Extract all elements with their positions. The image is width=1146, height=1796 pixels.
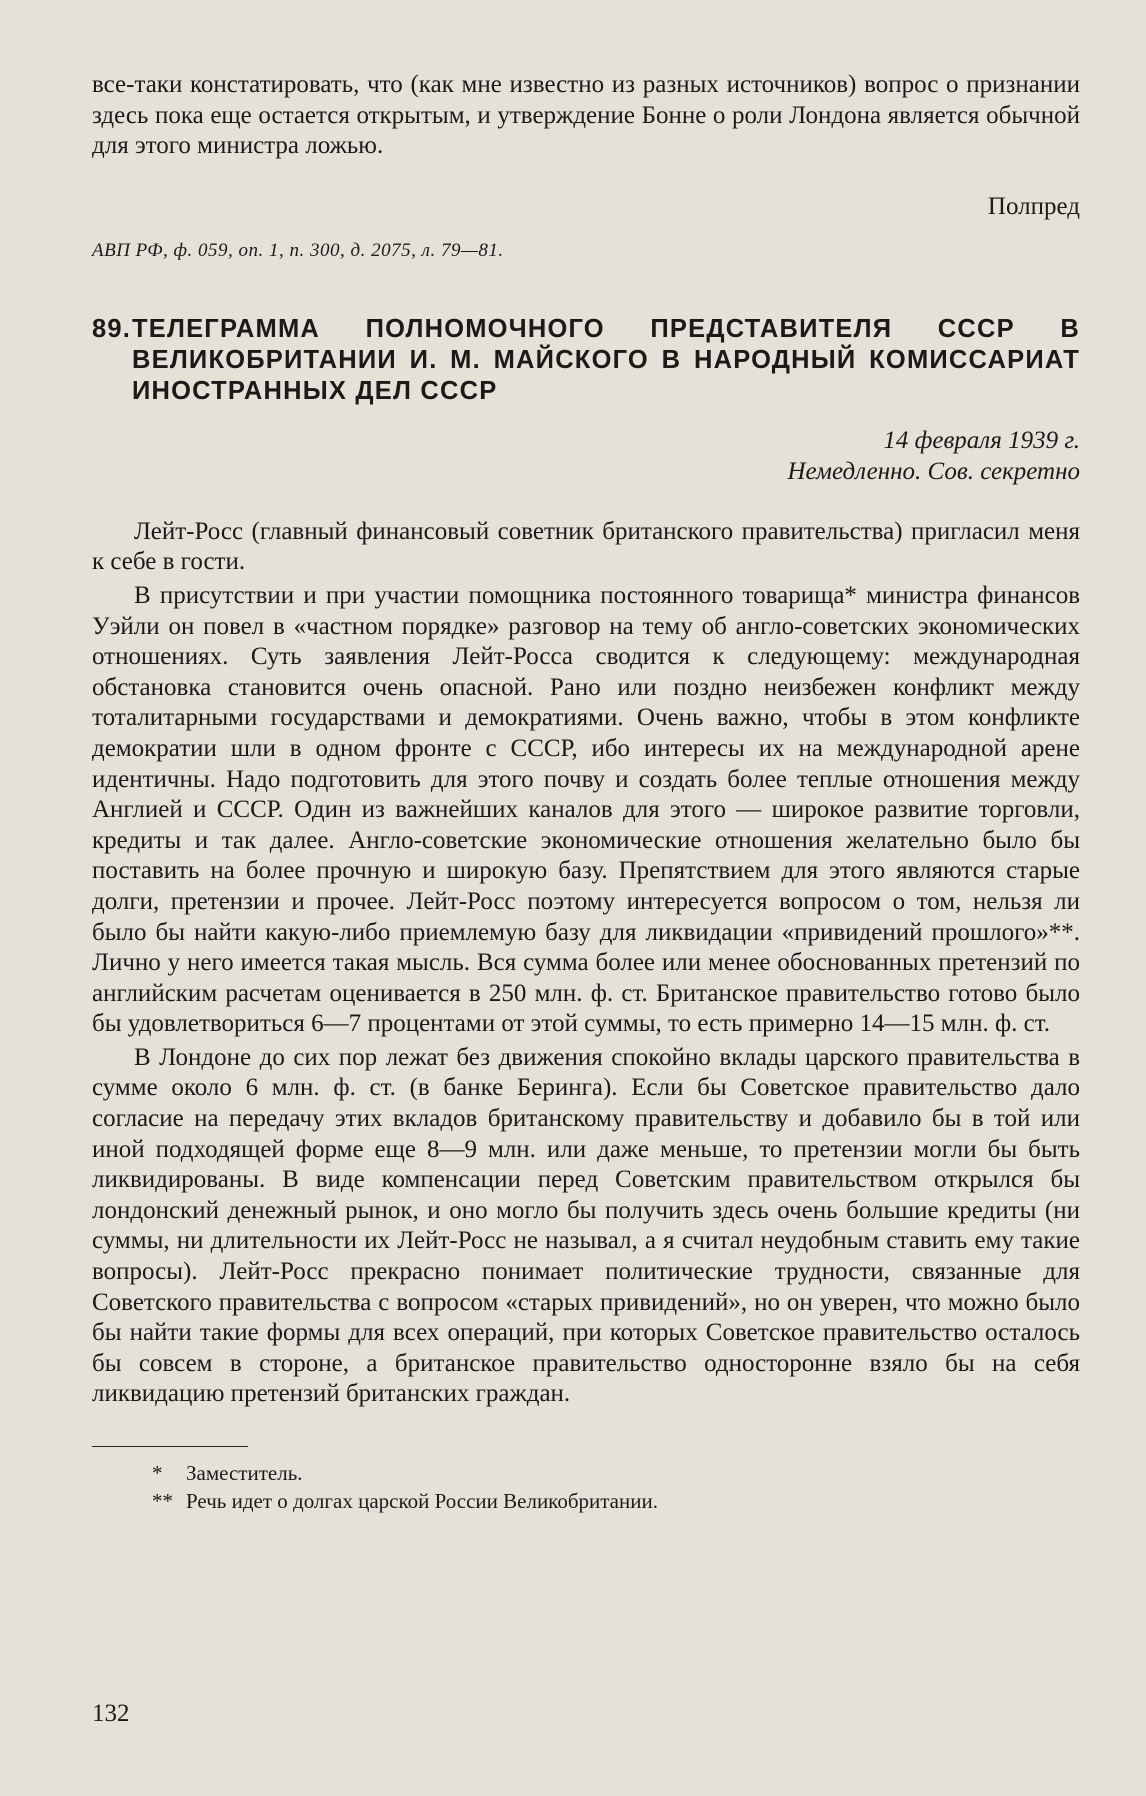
signature: Полпред xyxy=(987,192,1080,220)
footnote-text: Заместитель. xyxy=(186,1461,303,1485)
document-date: 14 февраля 1939 г. xyxy=(883,426,1080,454)
footnote xyxy=(152,1459,1080,1487)
footnote-divider xyxy=(92,1446,248,1447)
document-page xyxy=(92,70,1080,1515)
footnote-mark: ** xyxy=(152,1489,173,1513)
footnote-mark: * xyxy=(152,1461,163,1485)
document-classification: Немедленно. Сов. секретно xyxy=(787,457,1080,485)
document-title: ТЕЛЕГРАММА ПОЛНОМОЧНОГО ПРЕДСТАВИТЕЛЯ СССР В ВЕЛИКОБРИТАНИИ И. М. МАЙСКОГО В НАРОДНЫЙ КОМИССАРИАТ ИНОСТРАННЫХ ДЕЛ СССР xyxy=(132,314,1080,405)
document-number: 89. xyxy=(92,314,132,343)
body-paragraph: В присутствии и при участии помощника постоянного товарища* министра финансов Уэйли он повел в «частном порядке» разговор на тему об англо-советских экономических отношениях. Суть заявления Лейт-Росса сводится к следующему: международная обстановка становится очень опасной. Рано или поздно неизбежен конфликт между тоталитарными государствами и демократиями. Очень важно, чтобы в этом конфликте демократии шли в одном фронте с СССР, ибо интересы их на международной арене идентичны. Надо подготовить для этого почву и создать более теплые отношения между Англией и СССР. Один из важнейших каналов для этого — широкое развитие торговли, кредиты и так далее. Англо-советские экономические отношения желательно было бы поставить на более прочную и широкую базу. Препятствием для этого являются старые долги, претензии и прочее. Лейт-Росс поэтому интересуется вопросом о том, нельзя ли было бы найти какую-либо приемлемую базу для ликвидации «привидений прошлого»**. Лично у него имеется такая мысль. Вся сумма более или менее обоснованных претензий по английским расчетам оценивается в 250 млн. ф. ст. Британское правительство готово было бы удовлетвориться 6—7 процентами от этой суммы, то есть примерно 14—15 млн. ф. ст. xyxy=(92,581,1080,1038)
document-heading xyxy=(92,314,1080,407)
footnotes xyxy=(92,1459,1080,1515)
opening-paragraph: все-таки констатировать, что (как мне известно из разных источников) вопрос о признании здесь пока еще остается открытым, и утверждение Бонне о роли Лондона является обычной для этого министра ложью. xyxy=(92,71,1080,160)
footnote-text: Речь идет о долгах царской России Великобритании. xyxy=(186,1489,658,1513)
document-meta xyxy=(92,425,1080,487)
body-paragraph: В Лондоне до сих пор лежат без движения спокойно вклады царского правительства в сумме около 6 млн. ф. ст. (в банке Беринга). Если бы Советское правительство дало согласие на передачу этих вкладов британскому правительству и добавило бы в той или иной подходящей форме еще 8—9 млн. или даже меньше, то претензии могли бы быть ликвидированы. В виде компенсации перед Советским правительством открылся бы лондонский денежный рынок, и оно могло бы получить здесь очень большие кредиты (ни суммы, ни длительности их Лейт-Росс не называл, а я считал неудобным ставить ему такие вопросы). Лейт-Росс прекрасно понимает политические трудности, связанные для Советского правительства с вопросом «старых привидений», но он уверен, что можно было бы найти такие формы для всех операций, при которых Советское правительство осталось бы совсем в стороне, а британское правительство односторонне взяло бы на себя ликвидацию претензий британских граждан. xyxy=(92,1043,1080,1408)
document-body xyxy=(92,517,1080,1410)
archive-source: АВП РФ, ф. 059, оп. 1, п. 300, д. 2075, л. 79—81. xyxy=(92,239,504,261)
footnote xyxy=(152,1487,1080,1515)
body-paragraph: Лейт-Росс (главный финансовый советник британского правительства) пригласил меня к себе в гости. xyxy=(92,517,1080,576)
page-number: 132 xyxy=(92,1700,130,1727)
